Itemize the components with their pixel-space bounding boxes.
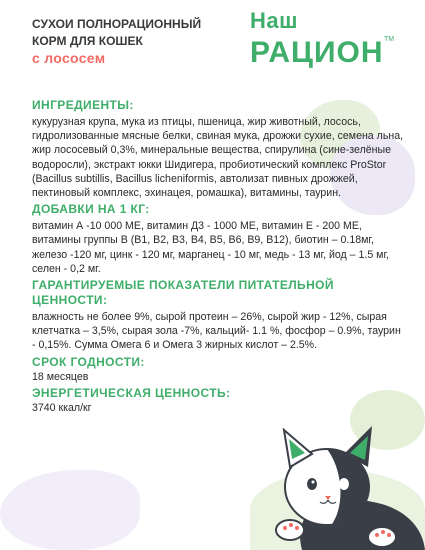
product-title bbox=[32, 16, 201, 50]
guaranteed-title: ГАРАНТИРУЕМЫЕ ПОКАЗАТЕЛИ ПИТАТЕЛЬНОЙ ЦЕННОСТИ: bbox=[32, 278, 334, 308]
brand-logo-bottom: РАЦИОН bbox=[250, 36, 384, 69]
energy-title: ЭНЕРГЕТИЧЕСКАЯ ЦЕННОСТЬ: bbox=[32, 385, 231, 400]
shelf-life-body: 18 месяцев bbox=[32, 370, 89, 383]
ingredients-title: ИНГРЕДИЕНТЫ: bbox=[32, 98, 134, 112]
additives-body: витамин А -10 000 МЕ, витамин Д3 - 1000 МЕ, витамин Е - 200 МЕ, витамины группы В (В1, В2, В3, В4, В5, В6, В9, В12), биотин – 0.18мг, железо -120 мг, цинк - 120 мг, марганец - 10 мг, медь - 13 мг, йод – 1.5 мг, селен - 0,2 мг. bbox=[32, 220, 389, 275]
cat-illustration bbox=[232, 412, 425, 550]
brand-logo bbox=[250, 8, 410, 70]
ingredients-body: кукурузная крупа, мука из птицы, пшеница, жир животный, лосось, гидролизованные мясные белки, свиная мука, дрожжи сухие, семена льна, жир лососевый 0,3%, минеральные вещества, спирулина (сине-зелёные водоросли), экстракт юкки Шидигера, пробиотический комплекс ProStor (Bacillus subtillis, Bacillus licheniformis, автолизат пивных дрожжей, пектиновый комплекс, эхинацея, ромашка), витамины, таурин. bbox=[32, 116, 404, 200]
guaranteed-body: влажность не более 9%, сырой протеин – 26%, сырой жир - 12%, сырая клетчатка – 3,5%, сырая зола -7%, кальций- 1.1 %, фосфор – 0.9%, таурин - 0,15%. Сумма Омега 6 и Омега 3 жирных кислот – 2.5%. bbox=[32, 311, 401, 352]
product-flavor: с лососем bbox=[32, 50, 106, 66]
energy-body: 3740 ккал/кг bbox=[32, 401, 92, 414]
additives-title: ДОБАВКИ НА 1 КГ: bbox=[32, 202, 150, 217]
product-title-line-2: КОРМ ДЛЯ КОШЕК bbox=[32, 34, 143, 48]
product-info bbox=[32, 98, 404, 417]
decorative-blob bbox=[0, 470, 140, 550]
brand-logo-top: Наш bbox=[250, 8, 298, 33]
product-title-line-1: СУХОИ ПОЛНОРАЦИОННЫЙ bbox=[32, 17, 202, 31]
shelf-life-title: СРОК ГОДНОСТИ: bbox=[32, 354, 145, 369]
trademark-mark: TM bbox=[384, 36, 395, 43]
